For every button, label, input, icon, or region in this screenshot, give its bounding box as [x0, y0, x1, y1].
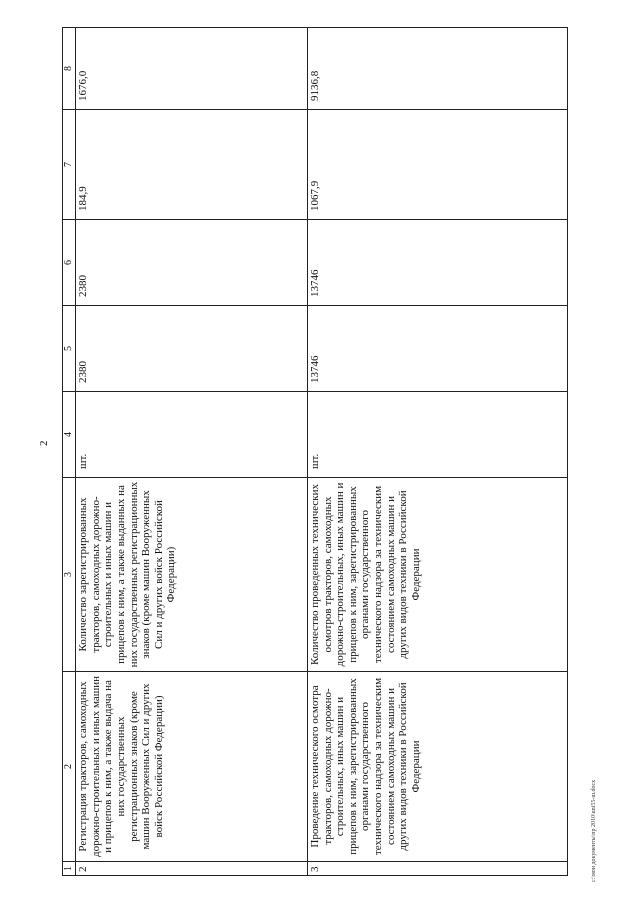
page-number: 2 — [38, 440, 50, 446]
column-number: 6 — [63, 220, 76, 306]
value-col7: 184,9 — [76, 110, 308, 220]
indicator-name: Количество проведенных технических осмотров тракторов, самоходных дорожно-строительных, иных машин и прицепов к ним, зарегистрированных органами государственного технического надзора за техническим состоянием самоходных машин и других видов техники в Российской Федерации — [307, 478, 567, 672]
column-number: 4 — [63, 392, 76, 478]
unit: шт. — [76, 392, 308, 478]
column-number: 3 — [63, 478, 76, 672]
value-col6: 2380 — [76, 220, 308, 306]
column-number: 1 — [63, 862, 76, 876]
column-number: 8 — [63, 28, 76, 110]
column-number: 5 — [63, 306, 76, 392]
services-table — [62, 27, 568, 876]
row-number: 3 — [307, 862, 567, 876]
service-name: Проведение технического осмотра тракторов, самоходных дорожно-строительных, иных машин и прицепов к ним, зарегистрированных органами государственного технического надзора за техническим состоянием самоходных машин и других видов техники в Российской Федерации — [307, 672, 567, 862]
indicator-name: Количество зарегистрированных тракторов, самоходных дорожно-строительных и иных машин и прицепов к ним, а также выданных на них государственных регистрационных знаков (кроме машин Вооруженных Сил и других войск Российской Федерации) — [76, 478, 308, 672]
column-number: 2 — [63, 672, 76, 862]
column-number: 7 — [63, 110, 76, 220]
footer-file-path: c:\мои документы\пр 2010\uni55-ш.docx — [591, 779, 597, 882]
service-name: Регистрация тракторов, самоходных дорожно-строительных и иных машин и прицепов к ним, а также выдача на них государственных регистрационных знаков (кроме машин Вооруженных Сил и других войск Российской Федерации) — [76, 672, 308, 862]
table-row — [76, 28, 308, 876]
rotated-table-container — [62, 28, 568, 876]
table-row — [307, 28, 567, 876]
value-col7: 1067,9 — [307, 110, 567, 220]
value-col8: 9136,8 — [307, 28, 567, 110]
unit: шт. — [307, 392, 567, 478]
column-number-row — [63, 28, 76, 876]
value-col8: 1676,0 — [76, 28, 308, 110]
value-col5: 13746 — [307, 306, 567, 392]
row-number: 2 — [76, 862, 308, 876]
value-col6: 13746 — [307, 220, 567, 306]
value-col5: 2380 — [76, 306, 308, 392]
